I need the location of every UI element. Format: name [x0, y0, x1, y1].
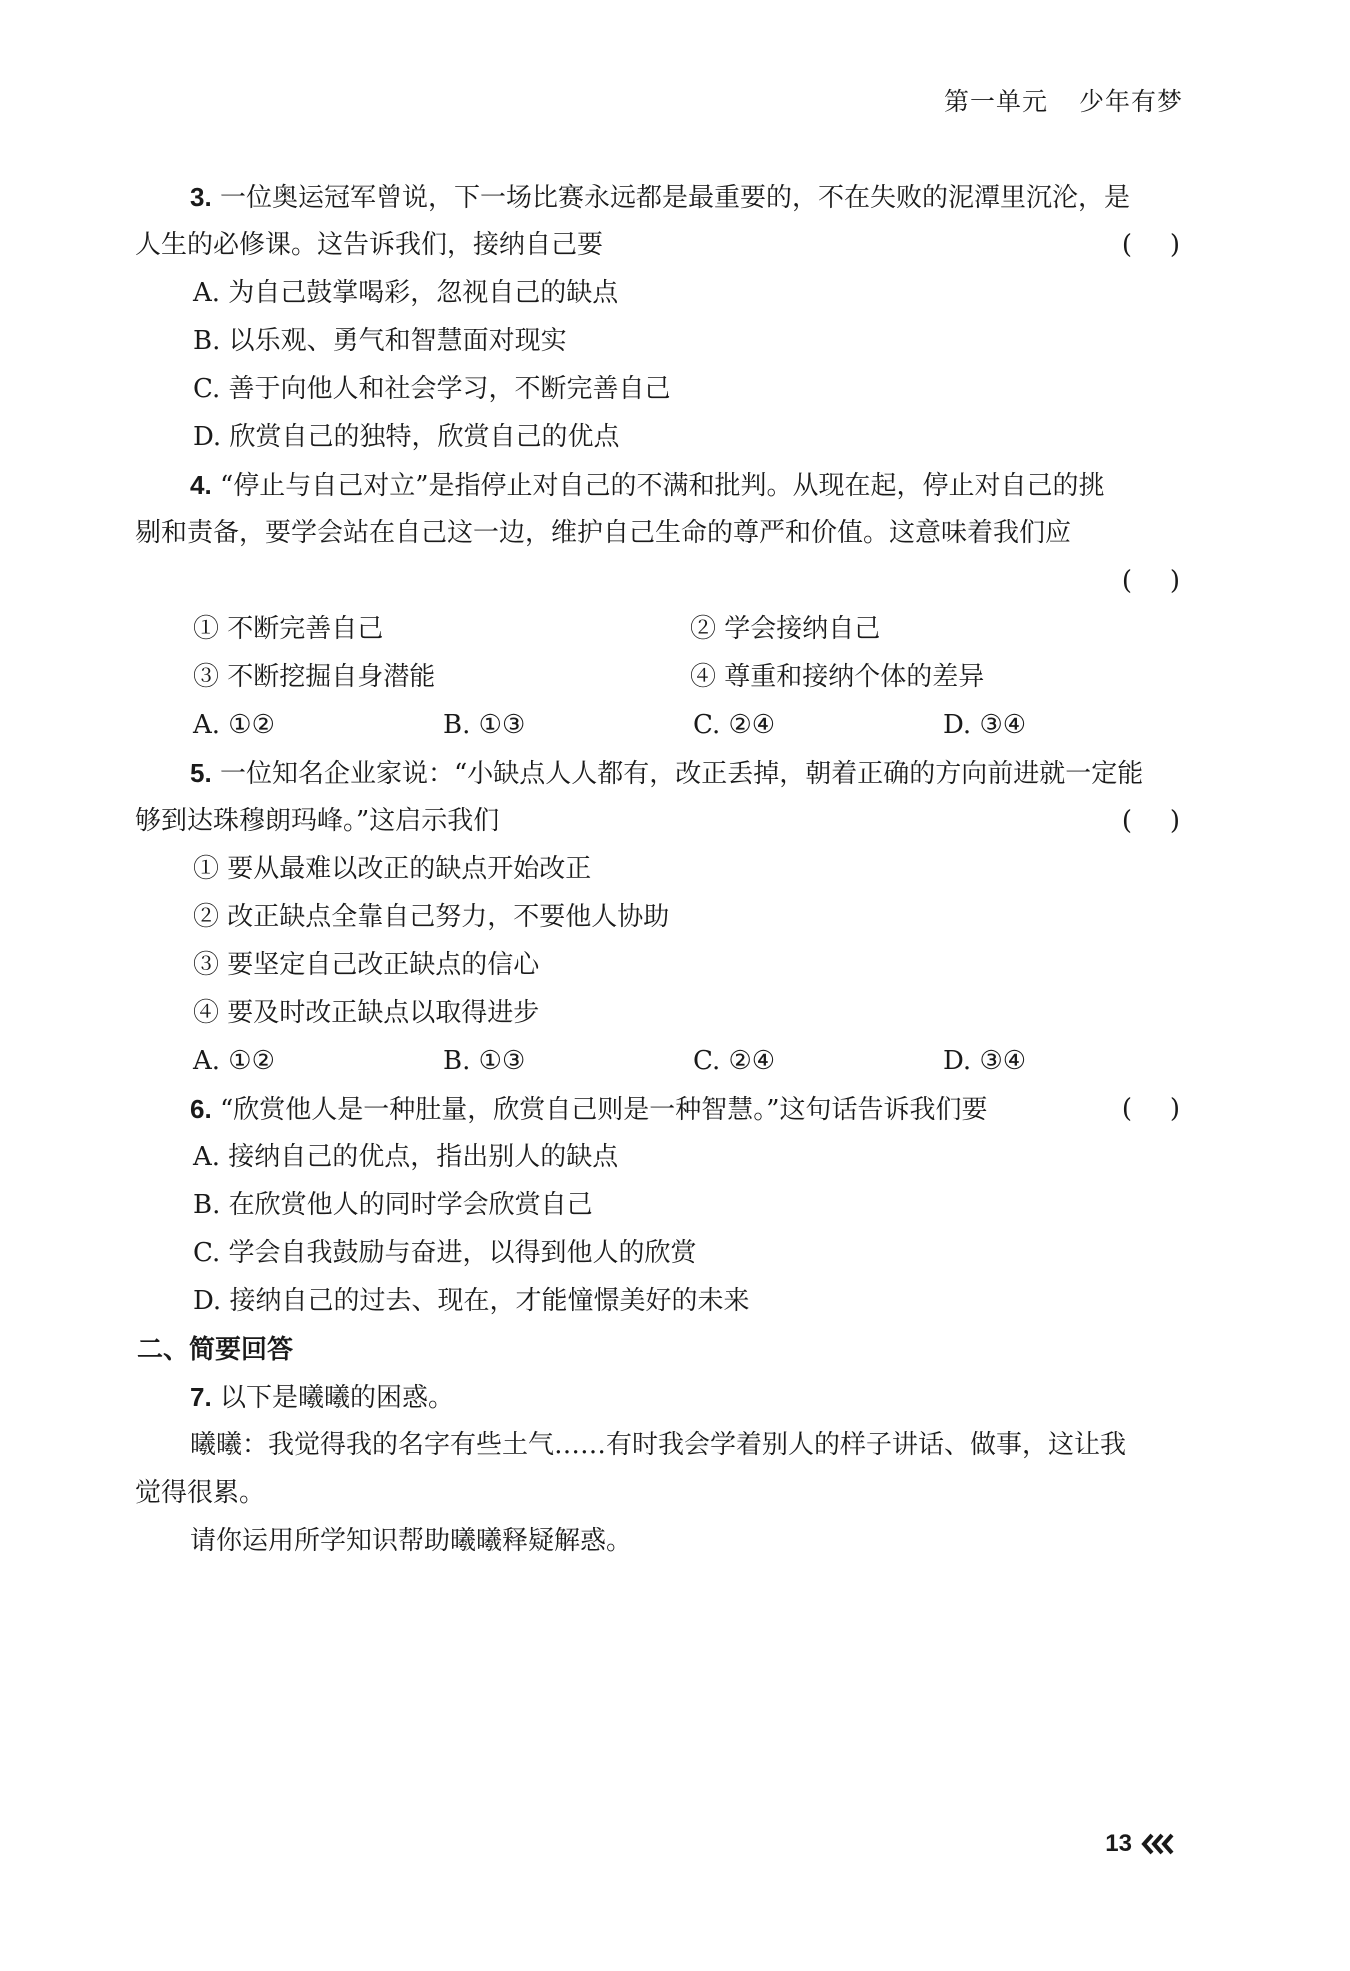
statement-3: ③ 要坚定自己改正缺点的信心 — [193, 950, 540, 980]
question-number: 5. — [190, 758, 212, 788]
choice-d: D. ③④ — [943, 1046, 1027, 1076]
choice-b: B. ①③ — [443, 710, 526, 740]
statement-row — [135, 653, 1180, 701]
option-b: B. 以乐观、勇气和智慧面对现实 — [193, 326, 567, 356]
question-text: 一位奥运冠军曾说，下一场比赛永远都是最重要的，不在失败的泥潭里沉沦，是 — [219, 183, 1130, 213]
choice-row — [135, 1037, 1180, 1085]
choice-c: C. ②④ — [693, 710, 776, 740]
statement-1: ① 不断完善自己 — [193, 614, 384, 644]
question-text: 以下是曦曦的困惑。 — [219, 1383, 454, 1413]
question-block — [135, 173, 1180, 1565]
option-b: B. 在欣赏他人的同时学会欣赏自己 — [193, 1190, 593, 1220]
unit-label: 第一单元 — [944, 87, 1049, 116]
question-4-line-2: 剔和责备，要学会站在自己这一边，维护自己生命的尊严和价值。这意味着我们应 — [135, 518, 1072, 548]
question-text: “欣赏他人是一种肚量，欣赏自己则是一种智慧。”这句话告诉我们要 — [219, 1095, 988, 1125]
option-d: D. 欣赏自己的独特，欣赏自己的优点 — [193, 422, 620, 452]
statement-2: ② 学会接纳自己 — [690, 614, 881, 644]
answer-parentheses: ( ) — [1121, 230, 1180, 260]
question-number: 6. — [190, 1094, 212, 1124]
statement-4: ④ 要及时改正缺点以取得进步 — [193, 998, 540, 1028]
page-footer — [1105, 1830, 1180, 1858]
question-text: 一位知名企业家说：“小缺点人人都有，改正丢掉，朝着正确的方向前进就一定能 — [219, 759, 1144, 789]
answer-parentheses: ( ) — [1121, 566, 1180, 596]
option-a: A. 为自己鼓掌喝彩，忽视自己的缺点 — [193, 278, 619, 308]
statement-4: ④ 尊重和接纳个体的差异 — [690, 662, 985, 692]
question-number: 7. — [190, 1382, 212, 1412]
statement-row — [135, 605, 1180, 653]
section-title: 二、简要回答 — [137, 1334, 294, 1364]
choice-a: A. ①② — [193, 1046, 275, 1076]
option-a: A. 接纳自己的优点，指出别人的缺点 — [193, 1142, 619, 1172]
choice-b: B. ①③ — [443, 1046, 526, 1076]
choice-c: C. ②④ — [693, 1046, 776, 1076]
question-text: 人生的必修课。这告诉我们，接纳自己要 — [135, 230, 604, 260]
answer-parentheses: ( ) — [1121, 806, 1180, 836]
question-4-paren-line — [135, 557, 1180, 605]
statement-3: ③ 不断挖掘自身潜能 — [193, 662, 436, 692]
question-5-line-2 — [135, 797, 1180, 845]
choice-d: D. ③④ — [943, 710, 1027, 740]
statement-1: ① 要从最难以改正的缺点开始改正 — [193, 854, 592, 884]
page-number: 13 — [1105, 1830, 1132, 1857]
option-c: C. 善于向他人和社会学习，不断完善自己 — [193, 374, 671, 404]
option-c: C. 学会自我鼓励与奋进，以得到他人的欣赏 — [193, 1238, 697, 1268]
quote-line-1: 曦曦：我觉得我的名字有些土气……有时我会学着别人的样子讲话、做事，这让我 — [190, 1430, 1127, 1460]
question-7-prompt: 请你运用所学知识帮助曦曦释疑解惑。 — [190, 1526, 633, 1556]
question-5-line-1 — [135, 749, 1180, 797]
answer-parentheses: ( ) — [1121, 1094, 1180, 1124]
question-text: “停止与自己对立”是指停止对自己的不满和批判。从现在起，停止对自己的挑 — [219, 471, 1105, 501]
choice-a: A. ①② — [193, 710, 275, 740]
question-3-line-1 — [135, 173, 1180, 221]
question-4-line-1 — [135, 461, 1180, 509]
question-number: 3. — [190, 182, 212, 212]
page-header — [944, 82, 1183, 118]
question-text: 够到达珠穆朗玛峰。”这启示我们 — [135, 806, 500, 836]
question-6-line-1 — [135, 1085, 1180, 1133]
statement-2: ② 改正缺点全靠自己努力，不要他人协助 — [193, 902, 670, 932]
choice-row — [135, 701, 1180, 749]
question-7-line-1 — [135, 1373, 1180, 1421]
triple-chevron-left-icon — [1140, 1833, 1180, 1855]
quote-line-2: 觉得很累。 — [135, 1478, 266, 1508]
option-d: D. 接纳自己的过去、现在，才能憧憬美好的未来 — [193, 1286, 750, 1316]
unit-title: 少年有梦 — [1078, 87, 1183, 116]
question-3-line-2 — [135, 221, 1180, 269]
question-number: 4. — [190, 470, 212, 500]
